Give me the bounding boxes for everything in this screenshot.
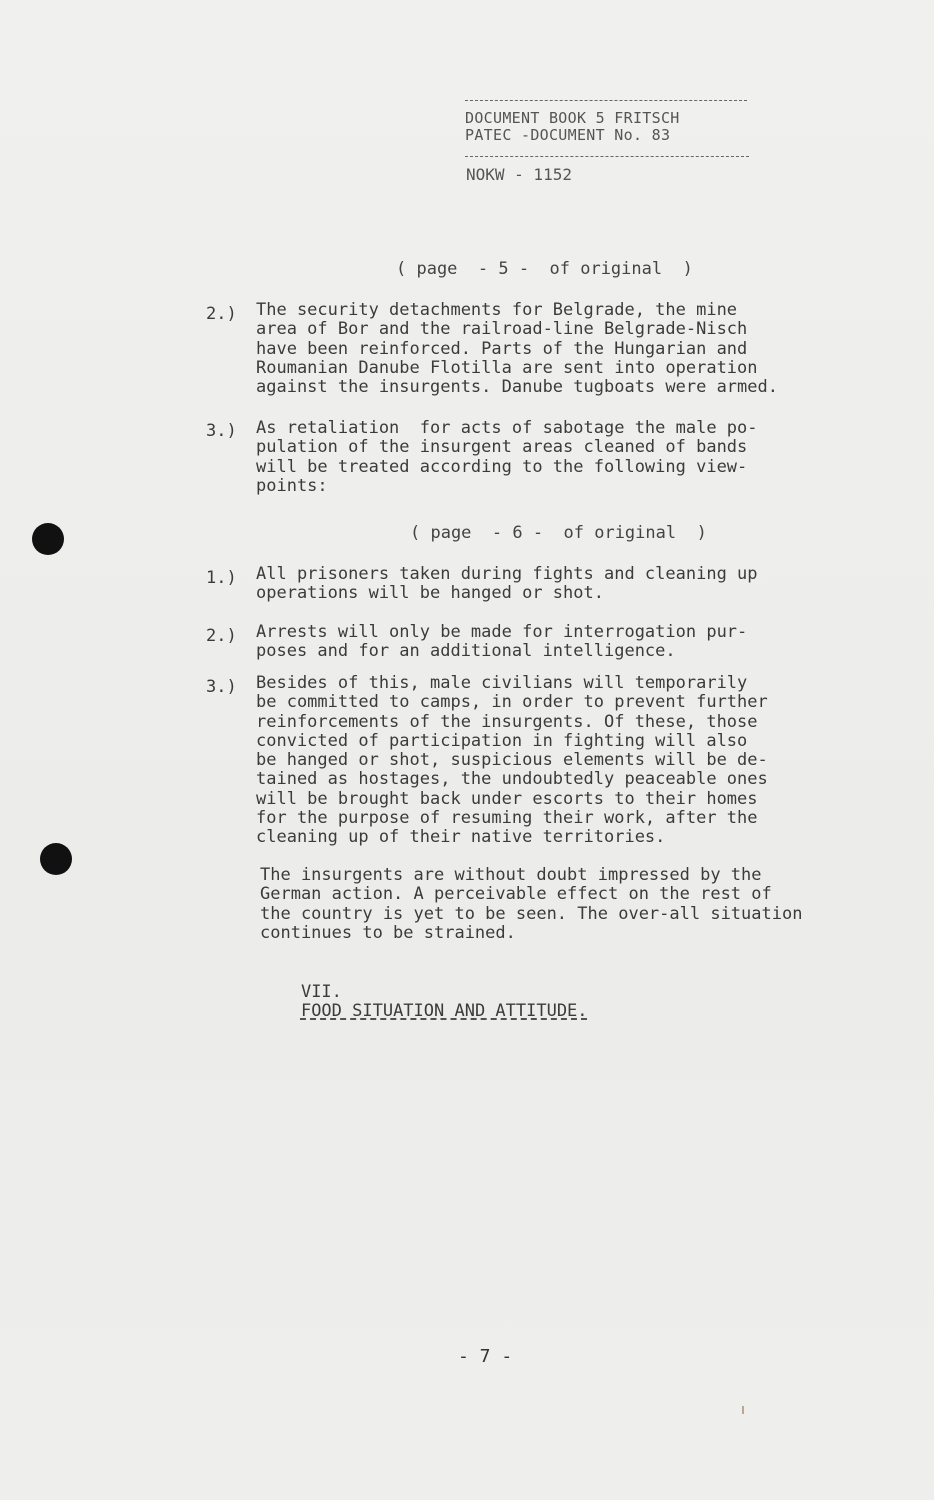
paragraph-prisoners [256,565,758,604]
paragraph-line: have been reinforced. Parts of the Hungarian and [256,338,748,359]
punch-hole-bottom [40,843,72,875]
paragraph-line: reinforcements of the insurgents. Of these, those [256,711,758,732]
section-title: FOOD SITUATION AND ATTITUDE. [300,1001,588,1021]
paragraph-line: German action. A perceivable effect on the rest of [260,884,772,905]
paragraph-line: poses and for an additional intelligence. [256,641,676,662]
paragraph-line: be hanged or shot, suspicious elements will be de- [256,750,768,771]
punch-hole-top [32,523,64,555]
paragraph-line: All prisoners taken during fights and cleaning up [256,564,758,584]
page-reference-5: ( page - 5 - of original ) [396,259,693,279]
paragraph-line: Arrests will only be made for interrogation pur- [256,622,748,642]
paragraph-line: for the purpose of resuming their work, after the [256,808,758,829]
paragraph-line: will be brought back under escorts to their homes [256,788,758,809]
document-reference [465,110,765,144]
paragraph-civilians [256,674,768,848]
paragraph-arrests [256,623,747,662]
paragraph-line: continues to be strained. [260,922,516,943]
paragraph-line: tained as hostages, the undoubtedly peaceable ones [256,769,768,790]
page-number: - 7 - [458,1346,513,1367]
section-numeral: VII. [300,982,342,1002]
nokw-number: NOKW - 1152 [466,165,572,184]
paragraph-line: operations will be hanged or shot. [256,583,604,604]
paragraph-line: cleaning up of their native territories. [256,827,666,848]
paragraph-line: convicted of participation in fighting will also [256,730,748,751]
paragraph-summary [260,866,802,943]
paragraph-line: the country is yet to be seen. The over-all situation [260,903,803,924]
paragraph-line: against the insurgents. Danube tugboats were armed. [256,377,778,398]
paragraph-number: 2.) [206,626,237,646]
paragraph-line: As retaliation for acts of sabotage the male po- [256,418,758,438]
header-rule-middle [465,156,749,157]
document-number-line: PATEC -DOCUMENT No. 83 [465,126,671,144]
paragraph-line: The insurgents are without doubt impressed by the [260,865,762,885]
document-book-line: DOCUMENT BOOK 5 FRITSCH [465,109,680,127]
page-reference-6: ( page - 6 - of original ) [410,523,707,543]
paragraph-number: 1.) [206,568,237,588]
paper-speck [742,1406,744,1414]
paragraph-number: 2.) [206,304,237,324]
paragraph-security-detachments [256,301,778,397]
paragraph-number: 3.) [206,677,237,697]
paragraph-line: area of Bor and the railroad-line Belgrade-Nisch [256,319,748,340]
paragraph-line: Roumanian Danube Flotilla are sent into operation [256,357,758,378]
section-heading-vii [260,964,588,1040]
paragraph-line: pulation of the insurgent areas cleaned of bands [256,437,748,458]
paragraph-line: will be treated according to the following view- [256,456,748,477]
header-rule-top [465,100,747,101]
paragraph-line: The security detachments for Belgrade, the mine [256,300,738,320]
paragraph-line: Besides of this, male civilians will temporarily [256,673,748,693]
paragraph-line: points: [256,475,328,496]
paragraph-retaliation [256,419,758,496]
paragraph-number: 3.) [206,421,237,441]
paragraph-line: be committed to camps, in order to prevent further [256,692,768,713]
